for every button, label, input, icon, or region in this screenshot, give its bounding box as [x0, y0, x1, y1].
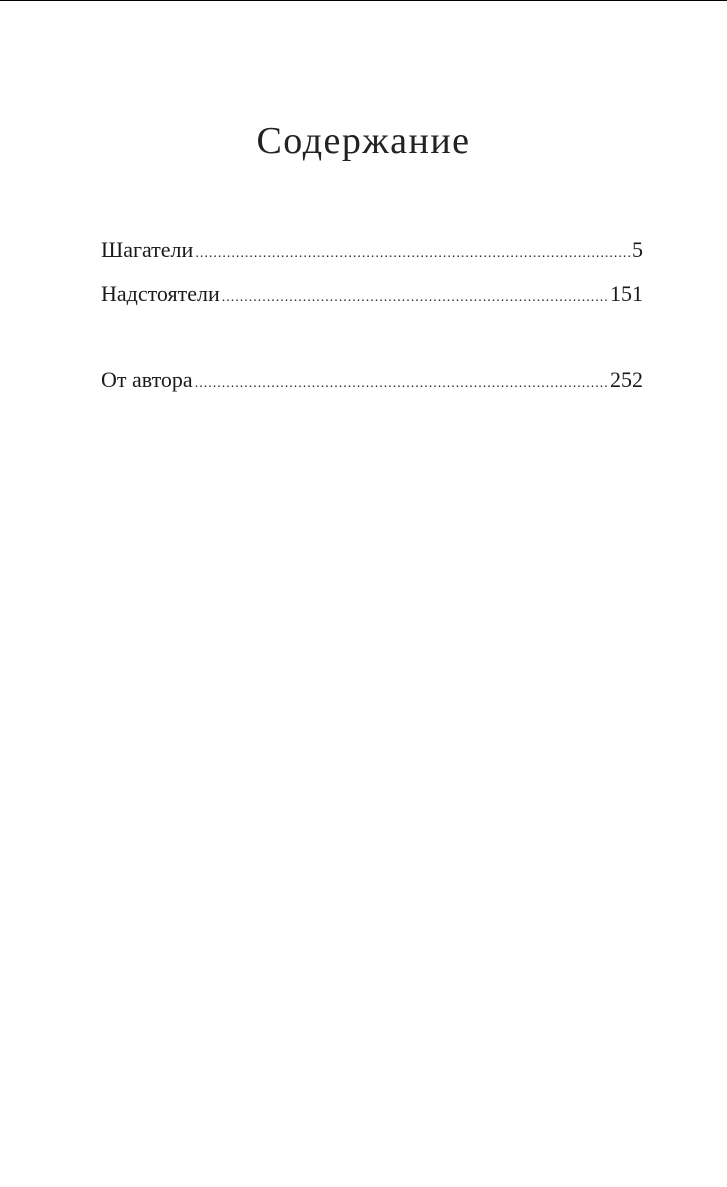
top-border-rule [0, 0, 727, 1]
toc-entry-ot-avtora[interactable] [101, 366, 643, 410]
toc-entry-shagateli[interactable] [101, 236, 643, 280]
toc-entry-label: Шагатели [101, 237, 194, 262]
toc-entry-nadstoyateli[interactable] [101, 280, 643, 324]
toc-dot-leader [195, 366, 608, 398]
toc-entry-label: Надстоятели [101, 281, 220, 306]
toc-entry-page-number: 151 [610, 281, 643, 306]
toc-section-spacer [101, 324, 643, 366]
toc-entry-page-number: 252 [610, 367, 643, 392]
table-of-contents [101, 236, 643, 410]
toc-dot-leader [195, 236, 630, 268]
toc-dot-leader [222, 280, 608, 312]
toc-entry-page-number: 5 [632, 237, 643, 262]
toc-entry-label: От автора [101, 367, 193, 392]
page-title: Содержание [256, 120, 471, 162]
